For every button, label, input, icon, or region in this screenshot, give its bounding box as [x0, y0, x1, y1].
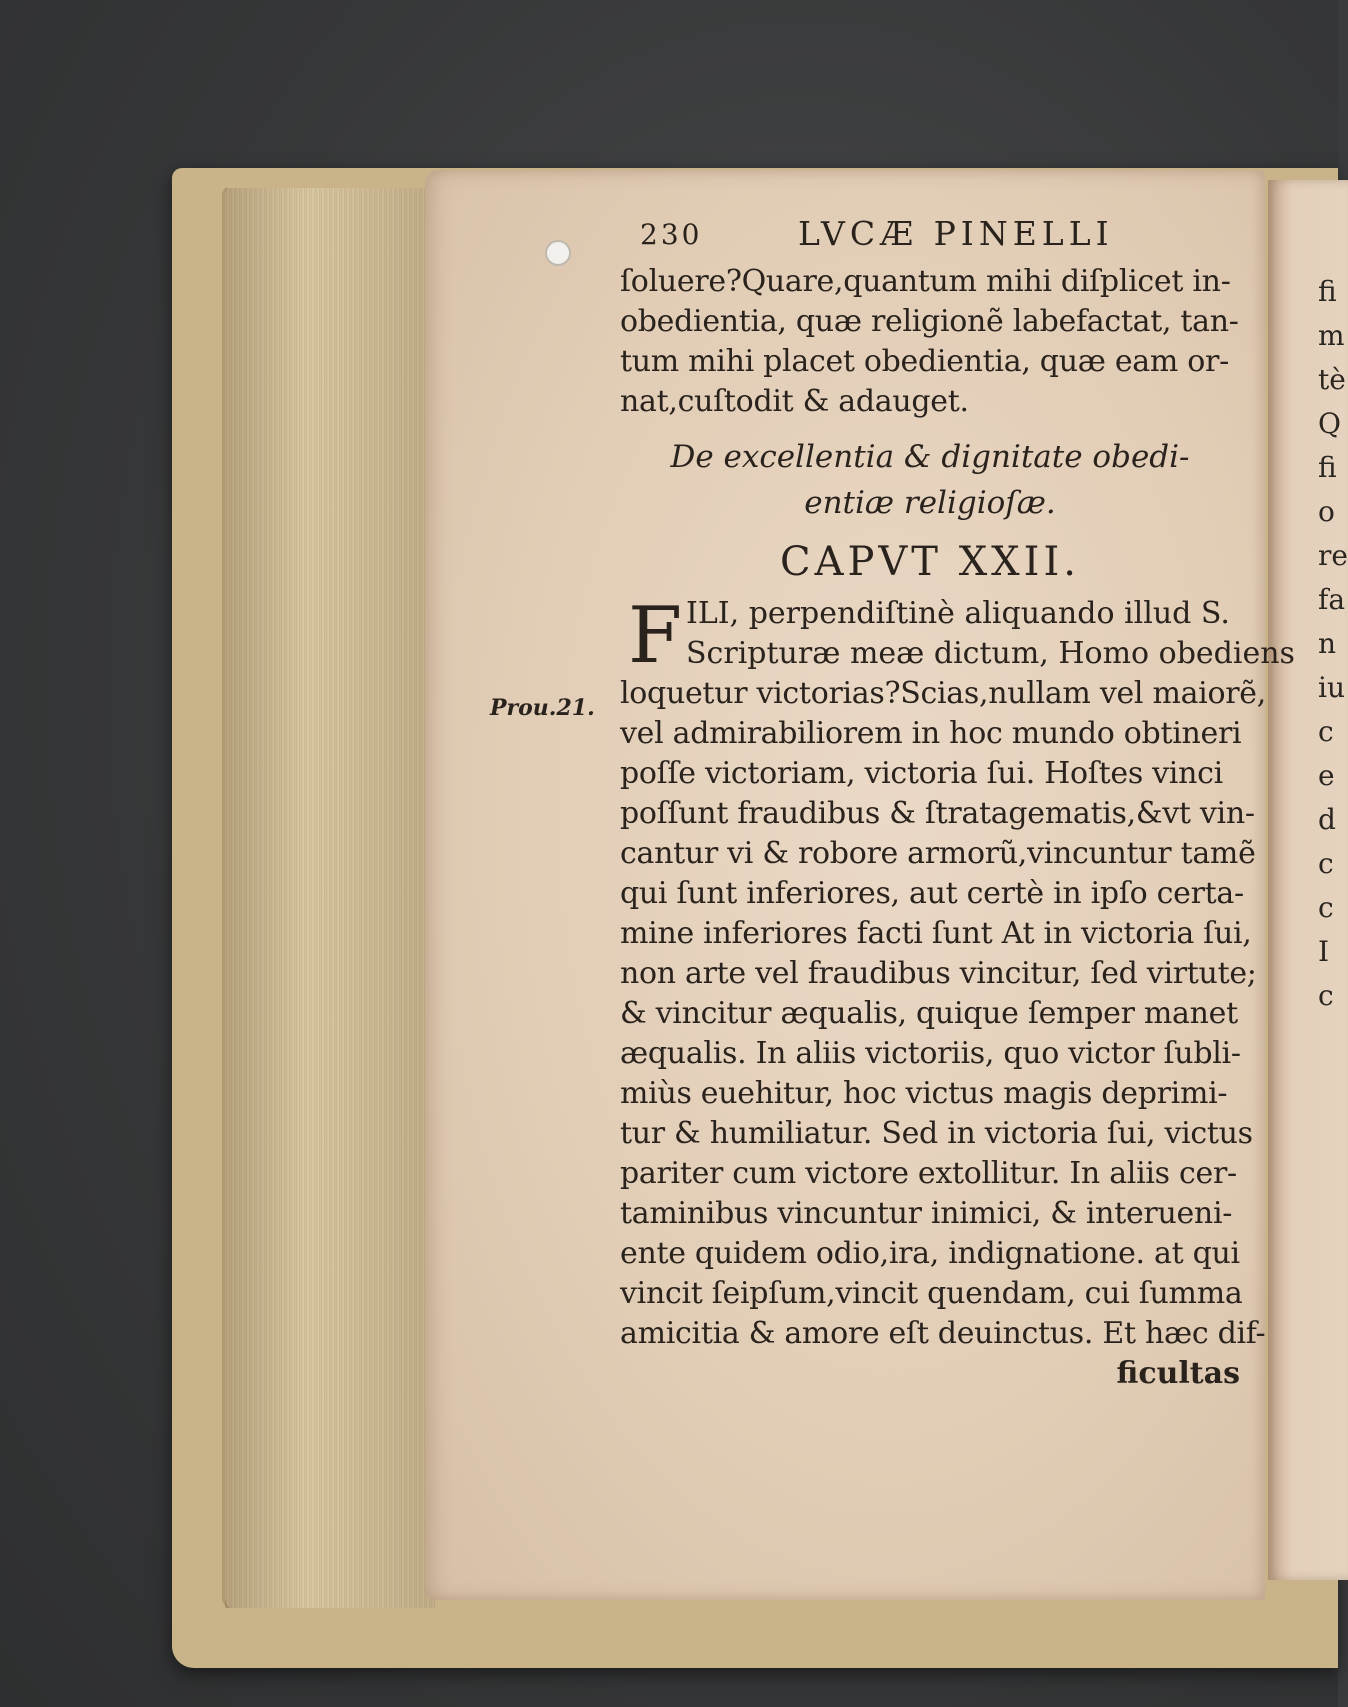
facing-page-fragment: iu	[1318, 671, 1345, 704]
text-line: æqualis. In aliis victoriis, quo victor ſubli-	[620, 1036, 1241, 1071]
top-paragraph	[620, 262, 1240, 422]
text-line: loquetur victorias?Scias,nullam vel maiorẽ,	[620, 676, 1266, 711]
page-edges	[222, 188, 435, 1608]
facing-page-fragment: tè	[1318, 363, 1346, 396]
drop-cap-block	[620, 591, 1295, 681]
text-line: nat,cuſtodit & adauget.	[620, 384, 969, 419]
facing-page-fragment: d	[1318, 803, 1336, 836]
text-line: miùs euehitur, hoc victus magis deprimi-	[620, 1076, 1228, 1111]
catchword: ficultas	[1116, 1356, 1240, 1391]
facing-page-fragment: c	[1318, 847, 1334, 880]
drop-cap: F	[628, 591, 683, 681]
facing-page-fragment: re	[1318, 539, 1348, 572]
text-line: mine inferiores facti ſunt At in victoria ſui,	[620, 916, 1252, 951]
text-line: non arte vel fraudibus vincitur, ſed virtute;	[620, 956, 1257, 991]
running-head: LVCÆ PINELLI	[798, 214, 1114, 253]
text-line: ente quidem odio,ira, indignatione. at qui	[620, 1236, 1240, 1271]
text-line: Scripturæ meæ dictum, Homo obediens	[686, 636, 1295, 671]
pin-hole	[545, 240, 571, 266]
facing-page-fragment: fa	[1318, 583, 1346, 616]
facing-page-text	[1318, 270, 1348, 1018]
chapter-heading: CAPVT XXII.	[780, 539, 1080, 585]
text-line: & vincitur æqualis, quique ſemper manet	[620, 996, 1238, 1031]
facing-page-fragment: e	[1318, 759, 1335, 792]
facing-page-fragment: n	[1318, 627, 1337, 660]
page-header	[620, 210, 1240, 262]
facing-page-fragment: fi	[1318, 451, 1337, 484]
text-line: ILI, perpendiſtinè aliquando illud S.	[686, 596, 1230, 631]
text-line: pariter cum victore extollitur. In aliis cer-	[620, 1156, 1237, 1191]
text-line: vel admirabiliorem in hoc mundo obtineri	[620, 716, 1242, 751]
body-paragraph	[620, 674, 1266, 1354]
facing-page-fragment: c	[1318, 715, 1334, 748]
facing-page-fragment: c	[1318, 891, 1334, 924]
text-line: poſſe victoriam, victoria ſui. Hoſtes vinci	[620, 756, 1223, 791]
text-line: amicitia & amore eſt deuinctus. Et hæc dif-	[620, 1316, 1266, 1351]
facing-page-fragment: m	[1318, 319, 1345, 352]
text-line: obedientia, quæ religionẽ labefactat, tan-	[620, 304, 1239, 339]
margin-note: Prou.21.	[490, 695, 595, 721]
text-line: ſoluere?Quare,quantum mihi diſplicet in-	[620, 264, 1231, 299]
text-line: tur & humiliatur. Sed in victoria ſui, victus	[620, 1116, 1253, 1151]
facing-page-fragment: I	[1318, 935, 1330, 968]
text-line: qui ſunt inferiores, aut certè in ipſo certa-	[620, 876, 1244, 911]
facing-page-fragment: Q	[1318, 407, 1341, 440]
text-line: tum mihi placet obedientia, quæ eam or-	[620, 344, 1229, 379]
text-line: vincit ſeipſum,vincit quendam, cui ſumma	[620, 1276, 1243, 1311]
facing-page-fragment: fi	[1318, 275, 1337, 308]
page-number: 230	[640, 218, 703, 251]
text-line: taminibus vincuntur inimici, & interueni-	[620, 1196, 1233, 1231]
chapter-subtitle: De excellentia & dignitate obedi-	[670, 439, 1190, 475]
facing-page-fragment: c	[1318, 979, 1334, 1012]
facing-page-fragment: o	[1318, 495, 1335, 528]
text-line: poſſunt fraudibus & ſtratagematis,&vt vin-	[620, 796, 1255, 831]
page-text	[620, 210, 1295, 1394]
text-line: cantur vi & robore armorũ,vincuntur tamẽ	[620, 836, 1256, 871]
chapter-subtitle: entiæ religioſæ.	[804, 485, 1056, 521]
